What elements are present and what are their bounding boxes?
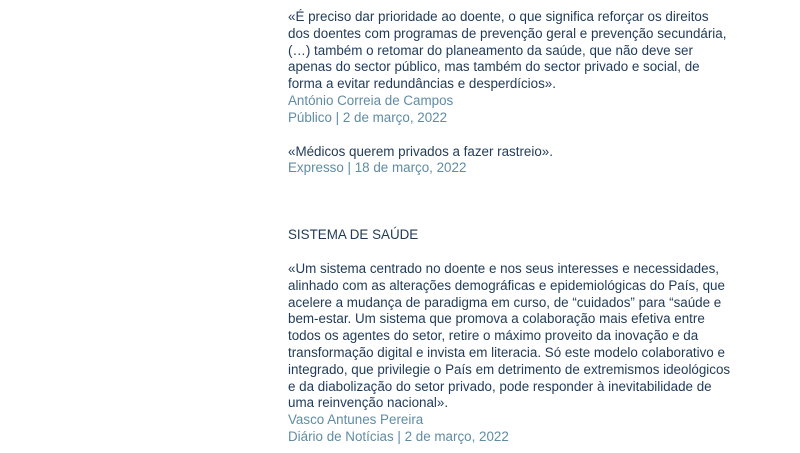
quote-text: «Um sistema centrado no doente e nos seus interesses e necessidades, alinhado com as alterações demográficas e epidemiológicas do País, que acelere a mudança de paradigma em curso, de “cuidados” para “saúde e bem-estar. Um sistema que promova a colaboração mais efetiva entre todos os agentes do setor, retire o máximo proveito da inovação e da transformação digital e invista em literacia. Só este modelo colaborativo e integrado, que privilegie o País em detrimento de extremismos ideológicos e da diabolização do setor privado, pode responder à inevitabilidade de uma reinvenção nacional». [288, 260, 731, 411]
press-quotes-column [288, 9, 733, 446]
quote-author: Vasco Antunes Pereira [288, 412, 424, 428]
quote-entry [288, 9, 733, 127]
quote-author: António Correia de Campos [288, 92, 454, 108]
quote-source: Expresso | 18 de março, 2022 [288, 160, 467, 176]
quote-source: Público | 2 de março, 2022 [288, 109, 448, 125]
section-sistema-de-saude [288, 227, 733, 446]
quote-text: «Médicos querem privados a fazer rastreio». [288, 143, 553, 159]
section-title: SISTEMA DE SAÚDE [288, 227, 419, 243]
quote-entry [288, 144, 733, 178]
quote-text: «É preciso dar prioridade ao doente, o que significa reforçar os direitos dos doentes com programas de prevenção geral e prevenção secundária, (…) também o retomar do planeamento da saúde, que não deve ser apenas do sector público, mas também do sector privado e social, de forma a evitar redundâncias e desperdícios». [288, 9, 727, 92]
quote-source: Diário de Notícias | 2 de março, 2022 [288, 428, 509, 444]
